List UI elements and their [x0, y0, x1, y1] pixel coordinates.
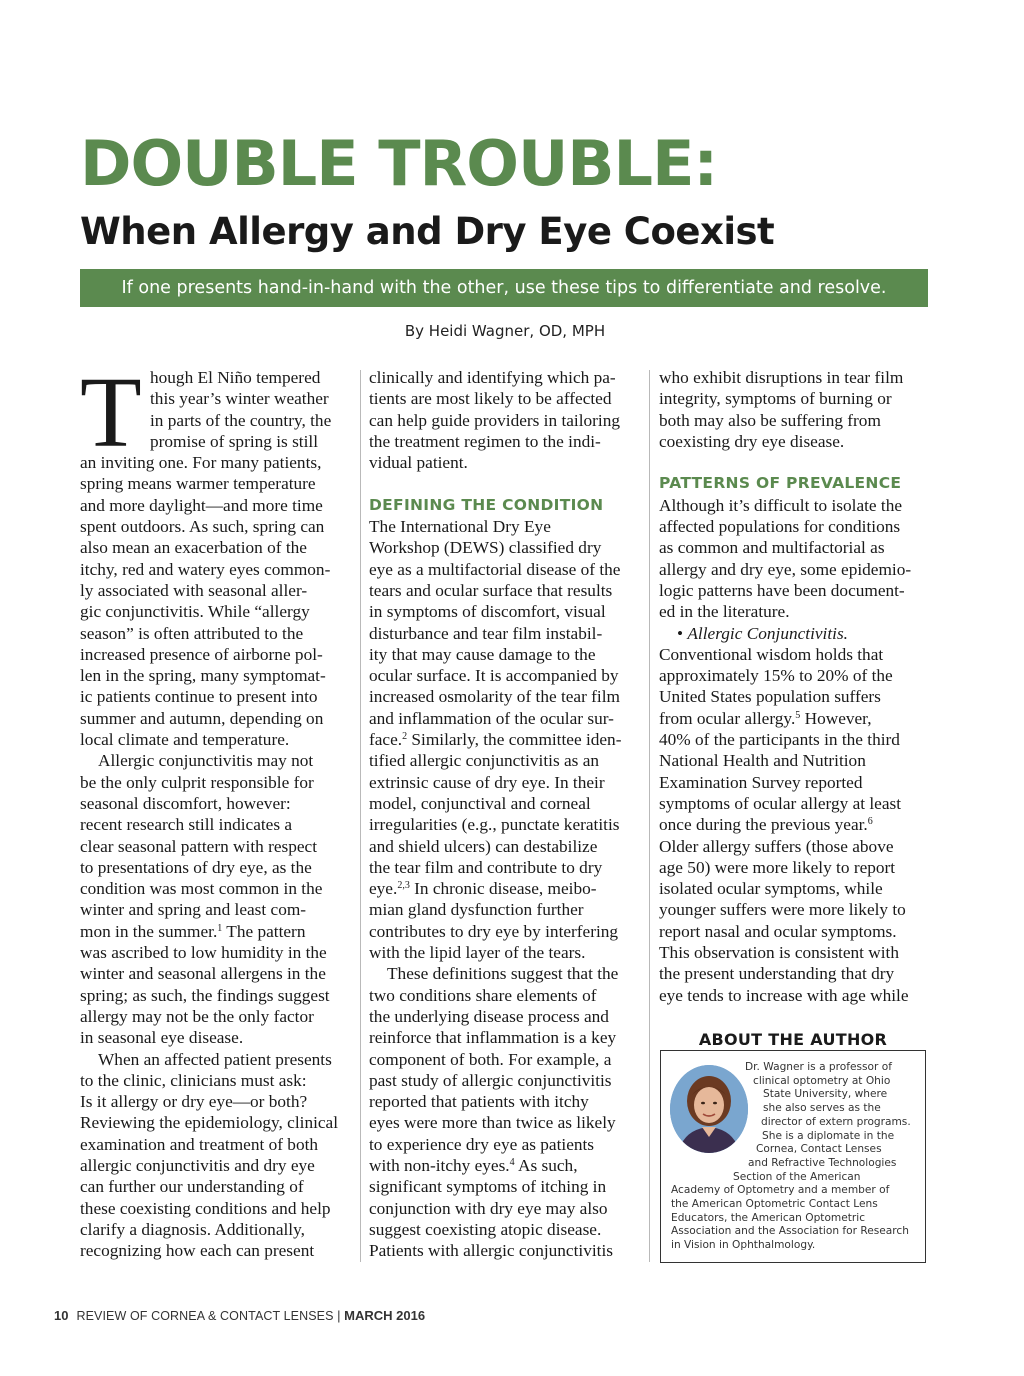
text-line: examination and treatment of both — [80, 1134, 319, 1154]
text-line: spring means warmer temperature — [80, 474, 316, 494]
text-line: to presentations of dry eye, as the — [80, 857, 312, 877]
text-run: once during the previous year. — [659, 815, 868, 835]
text-line: increased presence of airborne pol- — [80, 644, 323, 664]
text-line: Although it’s difficult to isolate the — [659, 495, 903, 515]
about-author-box — [660, 1050, 926, 1263]
text-line: symptoms of ocular allergy at least — [659, 793, 902, 813]
text-line: two conditions share elements of — [369, 985, 597, 1005]
text-line: tears and ocular surface that results — [369, 580, 613, 600]
text-line: coexisting dry eye disease. — [659, 431, 845, 451]
about-author-heading: ABOUT THE AUTHOR — [698, 1030, 888, 1049]
text-line: Workshop (DEWS) classified dry — [369, 538, 602, 558]
column-2 — [369, 367, 644, 1261]
column-divider — [360, 370, 361, 1262]
text-line: and inflammation of the ocular sur- — [369, 708, 614, 728]
text-line: significant symptoms of itching in — [369, 1177, 607, 1197]
bio-line: Cornea, Contact Lenses — [756, 1143, 882, 1156]
bio-line: she also serves as the — [763, 1102, 881, 1115]
text-line: recognizing how each can present — [80, 1241, 315, 1261]
text-line: gic conjunctivitis. While “allergy — [80, 602, 310, 622]
column-3 — [659, 367, 934, 1006]
text-line: isolated ocular symptoms, while — [659, 879, 883, 899]
text-line: spring; as such, the findings suggest — [80, 985, 330, 1005]
text-run: eye. — [369, 879, 398, 899]
text-line: United States population suffers — [659, 687, 881, 707]
citation: 2,3 — [397, 880, 410, 892]
text-line: Conventional wisdom holds that — [659, 644, 884, 664]
article-subtitle: When Allergy and Dry Eye Coexist — [80, 210, 775, 253]
text-line: ocular surface. It is accompanied by — [369, 666, 619, 686]
bullet-term: Allergic Conjunctivitis. — [687, 623, 849, 643]
text-run: Similarly, the committee iden- — [407, 730, 622, 750]
text-line — [80, 921, 355, 942]
text-line: component of both. For example, a — [369, 1049, 612, 1069]
text-line: Examination Survey reported — [659, 772, 863, 792]
text-line: National Health and Nutrition — [659, 751, 866, 771]
text-line: condition was most common in the — [80, 879, 323, 899]
citation: 6 — [867, 816, 873, 828]
text-line: an inviting one. For many patients, — [80, 453, 322, 473]
bio-line: clinical optometry at Ohio — [753, 1074, 891, 1087]
text-line: seasonal discomfort, however: — [80, 793, 291, 813]
text-line: age 50) were more likely to report — [659, 857, 896, 877]
text-line: younger suffers were more likely to — [659, 900, 906, 920]
text-line: Is it allergy or dry eye—or both? — [80, 1092, 308, 1112]
text-line: reported that patients with itchy — [369, 1092, 589, 1112]
citation: 5 — [795, 709, 801, 721]
text-line: eye tends to increase with age while — [659, 985, 909, 1005]
text-line: tified allergic conjunctivitis as an — [369, 751, 600, 771]
text-line: mian gland dysfunction further — [369, 900, 584, 920]
citation: 2 — [402, 731, 408, 743]
text-line: model, conjunctival and corneal — [369, 793, 591, 813]
text-line: can further our understanding of — [80, 1177, 304, 1197]
author-bio — [661, 1061, 923, 1253]
text-line: ity that may cause damage to the — [369, 644, 596, 664]
text-line: allergy may not be the only factor — [80, 1006, 314, 1026]
text-run: The pattern — [222, 921, 306, 941]
text-line: allergic conjunctivitis and dry eye — [80, 1155, 315, 1175]
text-line: ic patients continue to present into — [80, 687, 318, 707]
text-line: winter and spring and least com- — [80, 900, 307, 920]
article-title: DOUBLE TROUBLE: — [80, 127, 718, 200]
text-line: also mean an exacerbation of the — [80, 538, 307, 558]
bio-line: She is a diplomate in the — [762, 1129, 895, 1142]
bullet-line — [659, 623, 934, 644]
text-run: In chronic disease, meibo- — [409, 879, 597, 899]
column-divider — [649, 370, 650, 1262]
text-line: past study of allergic conjunctivitis — [369, 1070, 612, 1090]
text-line: vidual patient. — [369, 453, 468, 473]
text-line: as common and multifactorial as — [659, 538, 885, 558]
bio-line: State University, where — [763, 1088, 888, 1101]
text-line: this year’s winter weather — [150, 389, 329, 409]
text-line: Reviewing the epidemiology, clinical — [80, 1113, 339, 1133]
text-line: in seasonal eye disease. — [80, 1028, 244, 1048]
text-line: eyes were more than twice as likely — [369, 1113, 616, 1133]
citation: 1 — [217, 922, 223, 934]
text-run: mon in the summer. — [80, 921, 218, 941]
text-line: both may also be suffering from — [659, 410, 881, 430]
text-line: who exhibit disruptions in tear film — [659, 368, 904, 387]
text-line: season” is often attributed to the — [80, 623, 304, 643]
text-line: winter and seasonal allergens in the — [80, 964, 326, 984]
text-line: and shield ulcers) can destabilize — [369, 836, 598, 856]
text-line: the underlying disease process and — [369, 1006, 609, 1026]
drop-cap: T — [80, 356, 142, 468]
text-line: tients are most likely to be affected — [369, 389, 612, 409]
text-line: These definitions suggest that the — [387, 964, 619, 984]
text-line: ly associated with seasonal aller- — [80, 580, 308, 600]
byline: By Heidi Wagner, OD, MPH — [404, 322, 606, 340]
text-line: 40% of the participants in the third — [659, 730, 900, 750]
spacer — [659, 452, 934, 473]
text-line — [369, 878, 644, 899]
text-line: reinforce that inflammation is a key — [369, 1028, 617, 1048]
text-line: spent outdoors. As such, spring can — [80, 517, 325, 537]
text-line: hough El Niño tempered — [150, 368, 321, 387]
text-line: Older allergy suffers (those above — [659, 836, 894, 856]
text-line: report nasal and ocular symptoms. — [659, 921, 897, 941]
text-line: can help guide providers in tailoring — [369, 410, 620, 430]
footer-separator: | — [333, 1308, 345, 1323]
text-run: with non-itchy eyes. — [369, 1155, 510, 1175]
text-line: suggest coexisting atopic disease. — [369, 1219, 602, 1239]
text-line: promise of spring is still — [150, 431, 319, 451]
article-dek: If one presents hand-in-hand with the other, use these tips to differentiate and resolve. — [121, 278, 887, 298]
text-line: was ascribed to low humidity in the — [80, 943, 327, 963]
text-run: from ocular allergy. — [659, 708, 796, 728]
text-line: with the lipid layer of the tears. — [369, 943, 586, 963]
text-line: to experience dry eye as patients — [369, 1134, 595, 1154]
text-run: As such, — [514, 1155, 578, 1175]
citation: 4 — [509, 1156, 515, 1168]
text-line: approximately 15% to 20% of the — [659, 666, 893, 686]
text-line: summer and autumn, depending on — [80, 708, 324, 728]
bio-line: and Refractive Technologies — [748, 1156, 897, 1169]
text-line: extrinsic cause of dry eye. In their — [369, 772, 605, 792]
text-line: these coexisting conditions and help — [80, 1198, 331, 1218]
text-line — [659, 814, 934, 835]
text-line: Patients with allergic conjunctivitis — [369, 1241, 613, 1261]
text-line: local climate and temperature. — [80, 730, 290, 750]
bio-line: Educators, the American Optometric — [671, 1211, 866, 1224]
section-heading: DEFINING THE CONDITION — [369, 495, 604, 514]
text-line: Allergic conjunctivitis may not — [98, 751, 314, 771]
text-line: itchy, red and watery eyes common- — [80, 559, 331, 579]
issue-date: MARCH 2016 — [344, 1308, 426, 1323]
magazine-name: REVIEW OF CORNEA & CONTACT LENSES — [76, 1309, 334, 1323]
text-line: This observation is consistent with — [659, 943, 899, 963]
text-line: integrity, symptoms of burning or — [659, 389, 892, 409]
text-line — [369, 729, 644, 750]
text-line: ed in the literature. — [659, 602, 790, 622]
text-line: to the clinic, clinicians must ask: — [80, 1070, 307, 1090]
article-dek-banner — [80, 269, 928, 307]
bullet-icon: • — [677, 623, 688, 643]
text-line: logic patterns have been document- — [659, 580, 905, 600]
spacer — [369, 473, 644, 494]
text-line: the tear film and contribute to dry — [369, 857, 603, 877]
text-line: contributes to dry eye by interfering — [369, 921, 619, 941]
text-line: clarify a diagnosis. Additionally, — [80, 1219, 305, 1239]
text-line: in symptoms of discomfort, visual — [369, 602, 606, 622]
text-line: clinically and identifying which pa- — [369, 368, 616, 387]
text-line: in parts of the country, the — [150, 410, 332, 430]
bio-line: Dr. Wagner is a professor of — [745, 1061, 892, 1073]
bio-line: in Vision in Ophthalmology. — [671, 1239, 816, 1252]
text-line: be the only culprit responsible for — [80, 772, 314, 792]
section-heading: PATTERNS OF PREVALENCE — [659, 474, 902, 493]
bio-line: Association and the Association for Research — [671, 1225, 909, 1238]
text-line: len in the spring, many symptomat- — [80, 666, 326, 686]
text-line: eye as a multifactorial disease of the — [369, 559, 621, 579]
text-line: recent research still indicates a — [80, 815, 293, 835]
text-line: clear seasonal pattern with respect — [80, 836, 318, 856]
page-number: 10 — [54, 1308, 69, 1323]
text-line: When an affected patient presents — [98, 1049, 332, 1069]
page-footer — [54, 1308, 425, 1323]
text-line: conjunction with dry eye may also — [369, 1198, 608, 1218]
text-run: However, — [800, 708, 872, 728]
text-line: the present understanding that dry — [659, 964, 895, 984]
text-line: and more daylight—and more time — [80, 495, 323, 515]
text-line — [369, 1155, 644, 1176]
text-run: face. — [369, 730, 403, 750]
bio-line: the American Optometric Contact Lens — [671, 1198, 878, 1211]
column-1 — [80, 356, 355, 1261]
text-line: allergy and dry eye, some epidemio- — [659, 559, 912, 579]
text-line: The International Dry Eye — [369, 517, 551, 537]
text-line: affected populations for conditions — [659, 517, 901, 537]
text-line: increased osmolarity of the tear film — [369, 687, 620, 707]
bio-line: Academy of Optometry and a member of — [671, 1184, 890, 1197]
text-line: the treatment regimen to the indi- — [369, 431, 601, 451]
text-line — [659, 708, 934, 729]
text-line: irregularities (e.g., punctate keratitis — [369, 815, 620, 835]
text-line: disturbance and tear film instabil- — [369, 623, 603, 643]
bio-line: Section of the American — [733, 1170, 861, 1183]
bio-line: director of extern programs. — [761, 1115, 911, 1128]
